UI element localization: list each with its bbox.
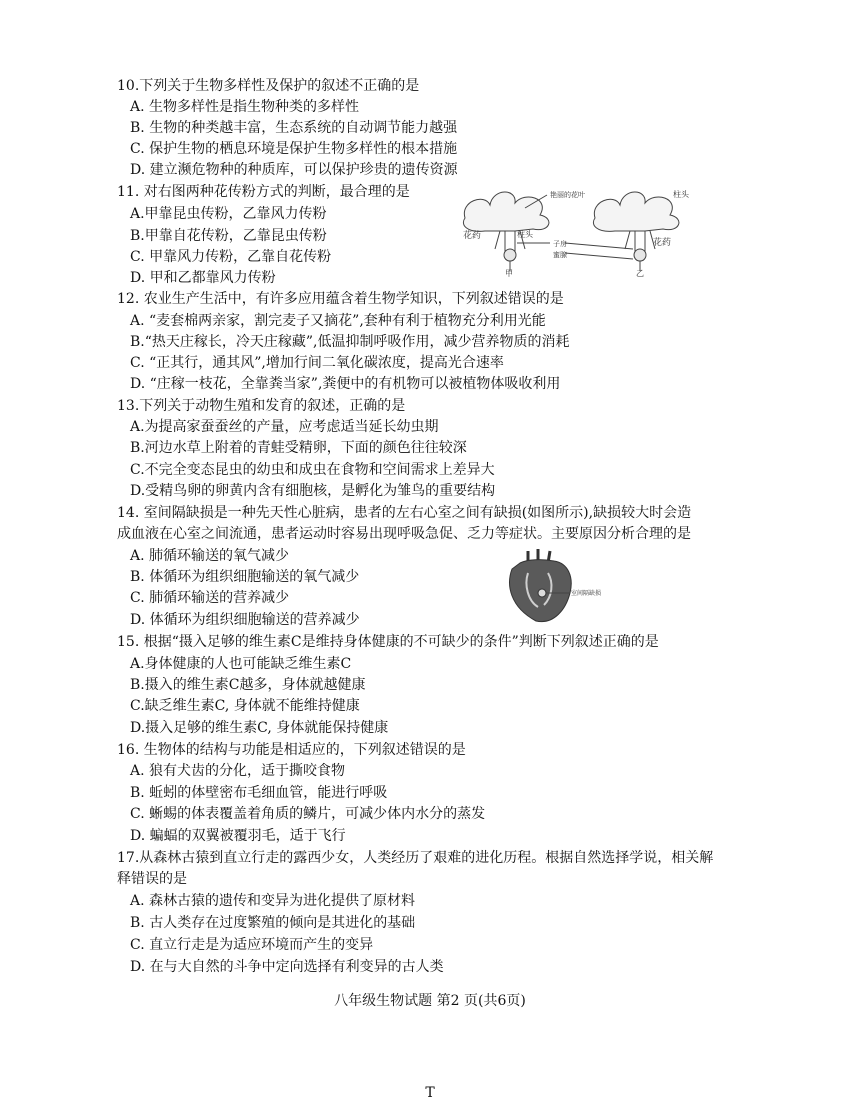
- q10-option-d: D. 建立濒危物种的种质库，可以保护珍贵的遗传资源: [130, 162, 458, 178]
- q10-option-b: B. 生物的种类越丰富，生态系统的自动调节能力越强: [130, 120, 458, 136]
- q10-option-a: A. 生物多样性是指生物种类的多样性: [130, 99, 360, 115]
- label-nectary: 蜜腺: [553, 251, 567, 259]
- q10-option-c: C. 保护生物的栖息环境是保护生物多样性的根本措施: [130, 141, 458, 157]
- q17-option-d: D. 在与大自然的斗争中定向选择有利变异的古人类: [130, 959, 444, 975]
- q16-option-d: D. 蝙蝠的双翼被覆羽毛，适于飞行: [130, 828, 346, 844]
- q17-stem-line1: 17.从森林古猿到直立行走的露西少女，人类经历了艰难的进化历程。根据自然选择学说，相关解: [117, 850, 714, 866]
- q15-option-d: D.摄入足够的维生素C, 身体就能保持健康: [130, 720, 389, 736]
- q11-option-a: A.甲靠昆虫传粉，乙靠风力传粉: [130, 206, 327, 222]
- corner-mark: T: [425, 1085, 435, 1101]
- q16-option-b: B. 蚯蚓的体壁密布毛细血管，能进行呼吸: [130, 785, 388, 801]
- q14-option-a: A. 肺循环输送的氧气减少: [130, 548, 290, 564]
- q14-option-b: B. 体循环为组织细胞输送的氧气减少: [130, 569, 360, 585]
- q17-stem-line2: 释错误的是: [117, 871, 187, 887]
- label-yi: 乙: [636, 269, 644, 278]
- q14-option-c: C. 肺循环输送的营养减少: [130, 590, 290, 606]
- q12-option-a: A. “麦套棉两亲家，割完麦子又摘花”,套种有利于植物充分利用光能: [130, 313, 546, 329]
- label-stigma-left: 柱头: [517, 230, 533, 239]
- q15-option-c: C.缺乏维生素C, 身体就不能维持健康: [130, 698, 360, 714]
- q12-option-d: D. “庄稼一枝花，全靠粪当家”,粪便中的有机物可以被植物体吸收利用: [130, 376, 561, 392]
- q10-stem: 10.下列关于生物多样性及保护的叙述不正确的是: [117, 78, 420, 94]
- label-ovary: 子房: [553, 240, 567, 248]
- q11-option-c: C. 甲靠风力传粉，乙靠自花传粉: [130, 249, 332, 265]
- q12-stem: 12. 农业生产生活中，有许多应用蕴含着生物学知识，下列叙述错误的是: [117, 291, 564, 307]
- q13-option-c: C.不完全变态昆虫的幼虫和成虫在食物和空间需求上差异大: [130, 462, 495, 478]
- q15-stem: 15. 根据“摄入足够的维生素C是维持身体健康的不可缺少的条件”判断下列叙述正确的是: [117, 634, 659, 650]
- q16-option-c: C. 蜥蜴的体表覆盖着角质的鳞片，可减少体内水分的蒸发: [130, 806, 486, 822]
- page-footer: 八年级生物试题 第2 页(共6页): [334, 993, 526, 1009]
- label-anther-right: 花药: [653, 238, 672, 248]
- q12-option-b: B.“热天庄稼长，冷天庄稼藏”,低温抑制呼吸作用，减少营养物质的消耗: [130, 334, 570, 350]
- label-jia: 甲: [505, 269, 513, 278]
- q15-option-b: B.摄入的维生素C越多，身体就越健康: [130, 677, 366, 693]
- q16-stem: 16. 生物体的结构与功能是相适应的，下列叙述错误的是: [117, 742, 466, 758]
- q17-option-b: B. 古人类存在过度繁殖的倾向是其进化的基础: [130, 915, 416, 931]
- q11-option-d: D. 甲和乙都靠风力传粉: [130, 270, 276, 286]
- label-septal-defect: 室间隔缺损: [571, 590, 602, 597]
- q15-option-a: A.身体健康的人也可能缺乏维生素C: [130, 656, 352, 672]
- label-petal: 艳丽的花叶: [550, 191, 585, 199]
- flower-pollination-figure: [455, 183, 720, 278]
- q13-option-b: B.河边水草上附着的青蛙受精卵，下面的颜色往往较深: [130, 440, 467, 456]
- q12-option-c: C. “正其行，通其风”,增加行间二氧化碳浓度，提高光合速率: [130, 355, 504, 371]
- label-stigma: 柱头: [673, 190, 689, 199]
- q13-option-a: A.为提高家蚕蚕丝的产量，应考虑适当延长幼虫期: [130, 419, 439, 435]
- q17-option-a: A. 森林古猿的遗传和变异为进化提供了原材料: [130, 893, 416, 909]
- q14-stem-line1: 14. 室间隔缺损是一种先天性心脏病，患者的左右心室之间有缺损(如图所示),缺损较大时会造: [117, 505, 692, 521]
- q14-option-d: D. 体循环为组织细胞输送的营养减少: [130, 612, 360, 628]
- q11-stem: 11. 对右图两种花传粉方式的判断，最合理的是: [117, 184, 410, 200]
- q13-stem: 13.下列关于动物生殖和发育的叙述，正确的是: [117, 398, 406, 414]
- heart-septal-defect-figure: [498, 545, 610, 625]
- q14-stem-line2: 成血液在心室之间流通，患者运动时容易出现呼吸急促、乏力等症状。主要原因分析合理的是: [117, 526, 691, 542]
- q13-option-d: D.受精鸟卵的卵黄内含有细胞核，是孵化为雏鸟的重要结构: [130, 483, 496, 499]
- q17-option-c: C. 直立行走是为适应环境而产生的变异: [130, 937, 374, 953]
- q11-option-b: B.甲靠自花传粉，乙靠昆虫传粉: [130, 228, 327, 244]
- label-anther-left: 花药: [463, 231, 482, 241]
- q16-option-a: A. 狼有犬齿的分化，适于撕咬食物: [130, 763, 346, 779]
